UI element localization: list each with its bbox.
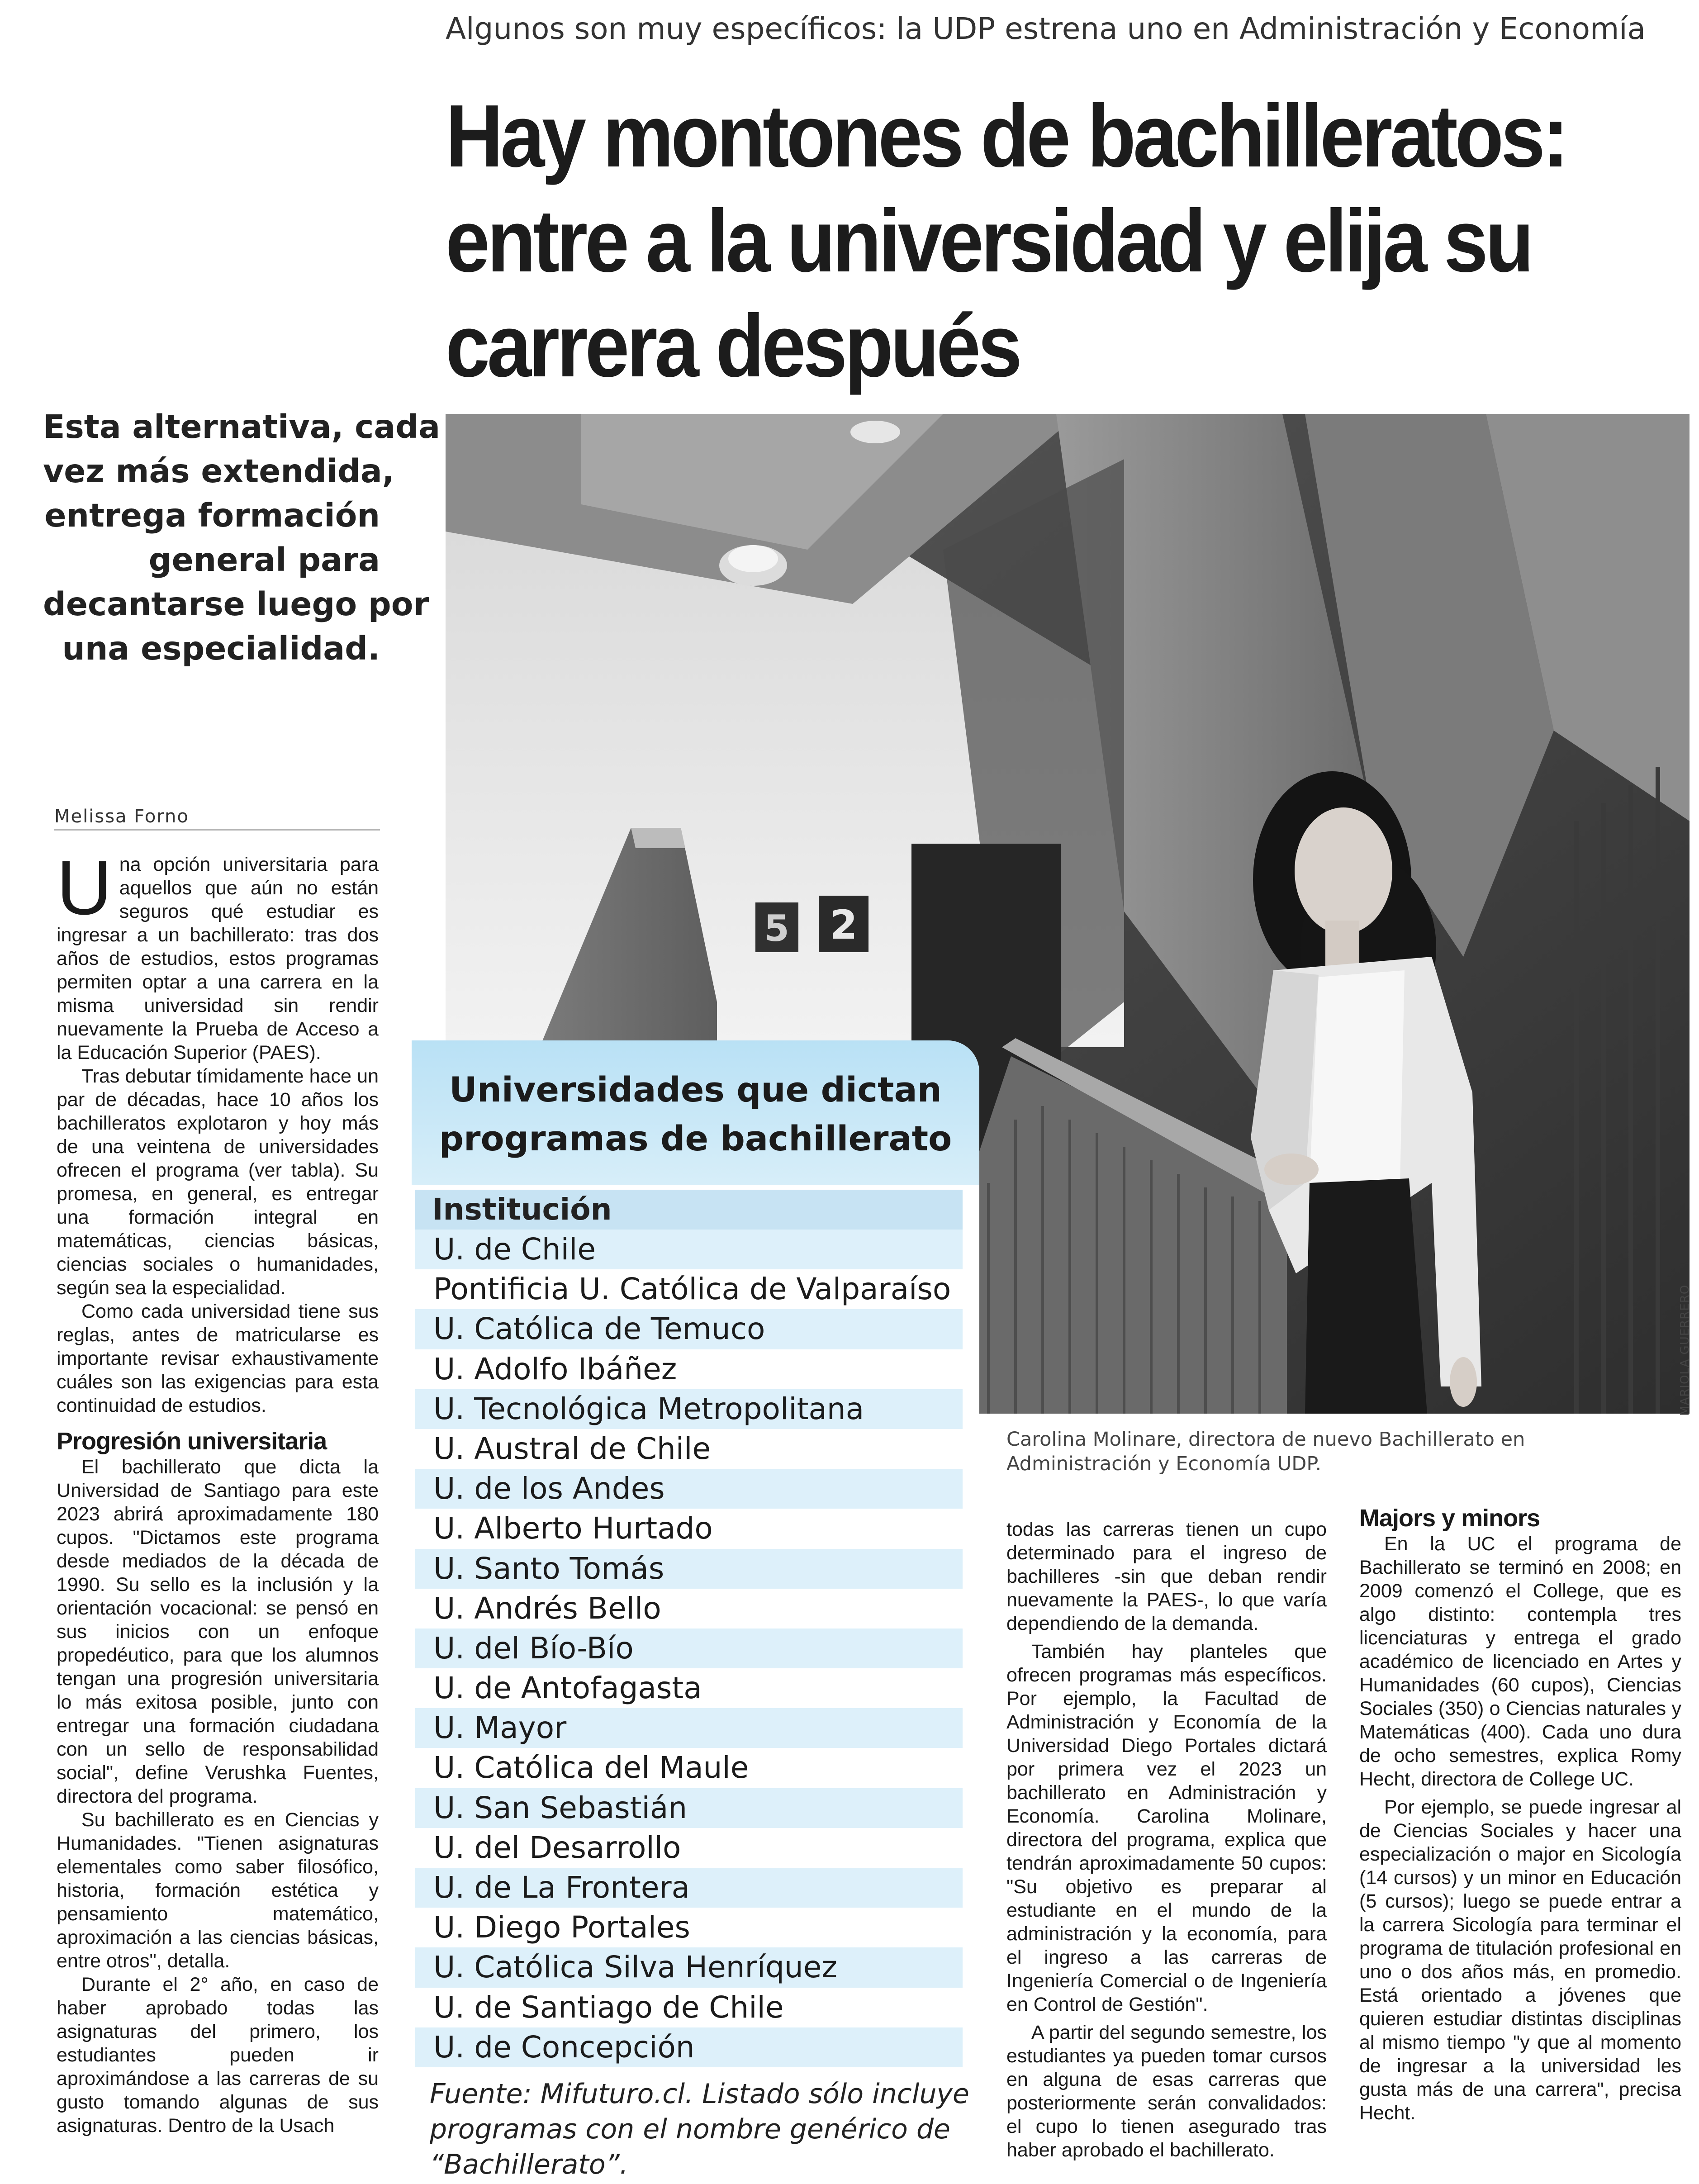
source-line-1: Fuente: Mifuturo.cl. Listado sólo incluye [430, 2078, 969, 2110]
table-row: U. Tecnológica Metropolitana [415, 1389, 963, 1429]
table-row: U. Adolfo Ibáñez [433, 1351, 677, 1386]
source-line-3: “Bachillerato”. [430, 2149, 628, 2180]
table-row: U. San Sebastián [415, 1788, 963, 1828]
table-row: U. de Chile [415, 1230, 963, 1269]
paragraph: A partir del segundo semestre, los estudiantes ya pueden tomar cursos en alguna de esas carreras que posteriormente serán convalidados: el cupo lo tienen asegurado tras haber aprobado el bachillerato. [1006, 2022, 1327, 2161]
table-row: U. Alberto Hurtado [433, 1511, 713, 1546]
paragraph: En la UC el programa de Bachillerato se terminó en 2008; en 2009 comenzó el College, que es algo distinto: contempla tres licenciaturas y entrega el grado académico de licenciado en Artes y Humanidades (60 cupos), Ciencias Sociales (350) o Ciencias naturales y Matemáticas (400). Cada uno dura de ocho semestres, explica Romy Hecht, directora de College UC. [1359, 1533, 1681, 1790]
article-column-4 [1359, 1504, 1681, 2183]
source-line-2: programas con el nombre genérico de [430, 2113, 950, 2145]
photo-caption [1006, 1427, 1595, 1476]
subheading-progresion: Progresión universitaria [57, 1428, 327, 1455]
article-column-1 [57, 853, 379, 2178]
caption-line-1: Carolina Molinare, directora de nuevo Bachillerato en [1006, 1428, 1525, 1451]
paragraph: Como cada universidad tiene sus reglas, antes de matricularse es importante revisar exhaustivamente cuáles son las exigencias para esta continuidad de estudios. [57, 1301, 379, 1416]
paragraph: Durante el 2° año, en caso de haber aprobado todas las asignaturas del primero, los estudiantes pueden ir aproximándose a las carreras de su gusto tomando algunas de sus asignaturas. Dentro de la Usach [57, 1974, 379, 2137]
headline [446, 84, 1565, 399]
table-row: U. Mayor [415, 1708, 963, 1748]
sign-number: 2 [830, 902, 858, 948]
deck [43, 405, 441, 671]
deck-line-3: entrega formación [44, 497, 380, 534]
deck-line-4: general para [148, 541, 380, 579]
byline-divider [54, 829, 380, 831]
table-row: U. de Santiago de Chile [433, 1989, 784, 2025]
table-title-line-1: Universidades que dictan [449, 1069, 942, 1110]
paragraph: También hay planteles que ofrecen programas más específicos. Por ejemplo, la Facultad de Administración y Economía de la Universidad Diego Portales dictará por primera vez el 2023 un bachillerato en Administración y Economía. Carolina Molinare, directora del programa, explica que tendrán aproximadamente 50 cupos: "Su objetivo es preparar al estudiante en el mundo de la administración y la economía, para el ingreso a las carreras de Ingeniería Comercial o de Ingeniería en Control de Gestión". [1006, 1641, 1327, 2015]
table-row: U. del Desarrollo [433, 1830, 681, 1865]
deck-line-6: una especialidad. [62, 630, 380, 667]
table-row: U. de Antofagasta [433, 1671, 702, 1706]
paragraph: Su bachillerato es en Ciencias y Humanidades. "Tienen asignaturas elementales como saber filosófico, historia, formación estética y pensamiento matemático, aproximación a las ciencias básicas, entre otros", detalla. [57, 1809, 379, 1972]
headline-line-2: entre a la universidad y elija su [446, 191, 1532, 290]
table-row: U. de La Frontera [415, 1868, 963, 1908]
paragraph: todas las carreras tienen un cupo determinado para el ingreso de bachilleres -sin que deban rendir nuevamente la PAES-, lo que varía dependiendo de la demanda. [1006, 1519, 1327, 1634]
table-rows [415, 1230, 963, 2067]
deck-line-1: Esta alternativa, cada [43, 408, 441, 446]
table-row: U. Andrés Bello [433, 1591, 661, 1626]
paragraph: Tras debutar tímidamente hace un par de décadas, hace 10 años los bachilleratos explotaron y hoy más de una veintena de universidades ofrecen el programa (ver tabla). Su promesa, en general, es entregar una formación integral en matemáticas, ciencias básicas, ciencias sociales o humanidades, según sea la especialidad. [57, 1065, 379, 1299]
table-row: U. Católica de Temuco [415, 1309, 963, 1349]
paragraph: El bachillerato que dicta la Universidad de Santiago para este 2023 abrirá aproximadamente 180 cupos. "Dictamos este programa desde mediados de la década de 1990. Su sello es la inclusión y la orientación vocacional: se pensó en sus inicios con un enfoque propedéutico, para que los alumnos tengan una progresión universitaria lo más exitosa posible, junto con entregar una formación ciudadana con un sello de responsabilidad social", define Verushka Fuentes, directora del programa. [57, 1456, 379, 1807]
headline-line-3: carrera después [446, 296, 1020, 395]
table-row: U. Diego Portales [433, 1910, 690, 1945]
headline-line-1: Hay montones de bachilleratos: [446, 86, 1566, 185]
table-title [412, 1065, 979, 1163]
sign-number-left: 5 [764, 907, 789, 950]
table-row: U. de Concepción [415, 2027, 963, 2067]
byline: Melissa Forno [54, 806, 189, 827]
drop-cap: U [57, 853, 112, 931]
caption-line-2: Administración y Economía UDP. [1006, 1453, 1322, 1475]
table-row: U. del Bío-Bío [415, 1629, 963, 1668]
table-row: U. Austral de Chile [433, 1431, 711, 1466]
table-title-line-2: programas de bachillerato [439, 1118, 952, 1158]
table-source-note [430, 2076, 973, 2182]
table-row: U. Santo Tomás [415, 1549, 963, 1589]
subheading-majors: Majors y minors [1359, 1505, 1540, 1532]
photo-credit: MARIOLA GUERRERO [1678, 1284, 1692, 1416]
table-row: U. Católica Silva Henríquez [415, 1947, 963, 1987]
table-row: U. de los Andes [415, 1469, 963, 1509]
kicker: Algunos son muy específicos: la UDP estrena uno en Administración y Economía [446, 11, 1646, 46]
paragraph: Por ejemplo, se puede ingresar al de Ciencias Sociales y hacer una especialización o major en Sicología (14 cursos) y un minor en Educación (5 cursos); luego se puede entrar a la carrera Sicología para terminar el programa de titulación profesional en uno o dos años más, en promedio. Está orientado a jóvenes que quieren estudiar distintas disciplinas al mismo tiempo "y que al momento de ingresar a la universidad les gusta más de una carrera", precisa Hecht. [1359, 1796, 1681, 2124]
deck-line-2: vez más extendida, [43, 452, 394, 490]
table-column-header: Institución [432, 1192, 612, 1227]
paragraph: Una opción universitaria para aquellos que aún no están seguros qué estudiar es ingresar a un bachillerato: tras dos años de estudios, estos programas permiten optar a una carrera en la misma universidad sin rendir nuevamente la Prueba de Acceso a la Educación Superior (PAES). [57, 853, 379, 1064]
deck-line-5: decantarse luego por [43, 585, 429, 623]
article-column-3 [1006, 1518, 1327, 2183]
table-row: U. Católica del Maule [433, 1750, 749, 1785]
table-row: Pontificia U. Católica de Valparaíso [433, 1272, 951, 1307]
